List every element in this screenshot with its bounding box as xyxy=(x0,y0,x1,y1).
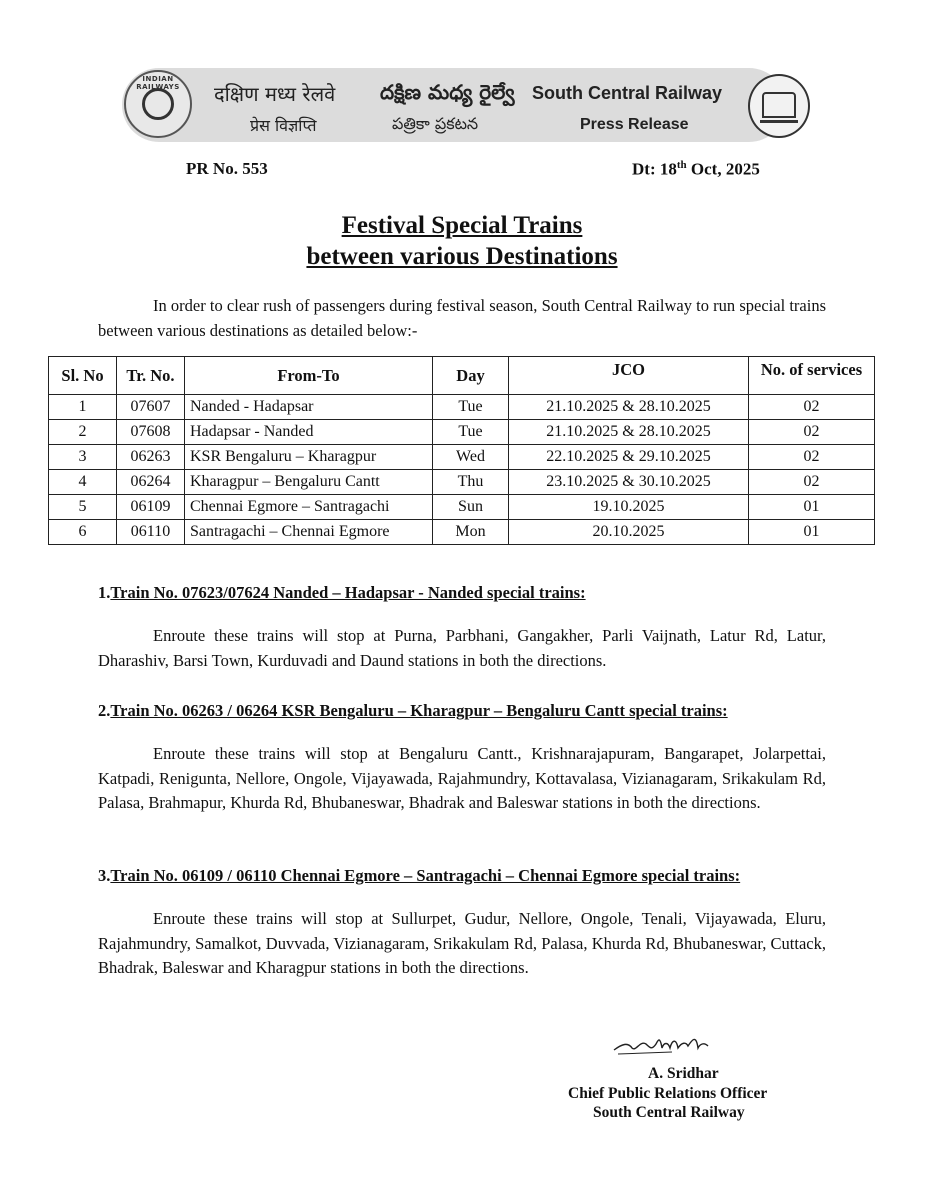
section-1-number: 1. xyxy=(98,583,111,602)
signatory-name: A. Sridhar xyxy=(648,1065,719,1082)
cell-sl-no: 1 xyxy=(49,395,117,420)
handwritten-signature xyxy=(612,1030,712,1056)
cell-train-no: 06109 xyxy=(117,495,185,520)
section-1-text: Enroute these trains will stop at Purna, Parbhani, Gangakher, Parli Vaijnath, Latur Rd, Latur, Dharashiv, Barsi Town, Kurduvadi and Daund stations in both the directions. xyxy=(98,626,826,670)
header-english-name: South Central Railway xyxy=(532,83,723,103)
cell-sl-no: 3 xyxy=(49,445,117,470)
cell-from-to: KSR Bengaluru – Kharagpur xyxy=(185,445,433,470)
cell-day: Thu xyxy=(433,470,509,495)
section-3-title: Train No. 06109 / 06110 Chennai Egmore – Santragachi – Chennai Egmore special trains: xyxy=(110,866,741,885)
press-release-number: PR No. 553 xyxy=(186,159,268,178)
table-row xyxy=(49,470,875,495)
cell-jco: 21.10.2025 & 28.10.2025 xyxy=(509,420,749,445)
cell-services: 02 xyxy=(749,470,875,495)
cell-sl-no: 5 xyxy=(49,495,117,520)
section-2-number: 2. xyxy=(98,701,111,720)
section-3-text: Enroute these trains will stop at Sullurpet, Gudur, Nellore, Ongole, Tenali, Vijayawada, Eluru, Rajahmundry, Samalkot, Duvvada, Vizianagaram, Srikakulam Rd, Palasa, Khurda Rd, Bhubaneswar, Cuttack, Bhadrak, Baleswar and Kharagpur stations in both the directions. xyxy=(98,909,826,977)
col-header-jco: JCO xyxy=(509,357,749,395)
section-2-text: Enroute these trains will stop at Bengaluru Cantt., Krishnarajapuram, Bangarapet, Jolarpettai, Katpadi, Renigunta, Nellore, Ongole, Vijayawada, Rajahmundry, Kottavalasa, Vizianagaram, Srikakulam Rd, Palasa, Brahmapur, Khurda Rd, Bhubaneswar, Bhadrak and Baleswar stations in both the directions. xyxy=(98,744,826,812)
cell-services: 02 xyxy=(749,420,875,445)
cell-sl-no: 2 xyxy=(49,420,117,445)
section-1-title: Train No. 07623/07624 Nanded – Hadapsar - Nanded special trains: xyxy=(110,583,586,602)
section-3-number: 3. xyxy=(98,866,111,885)
date-month-year: Oct, 2025 xyxy=(686,159,760,179)
press-release-date xyxy=(632,159,760,180)
header-telugu-name: దక్షిణ మధ్య రైల్వే xyxy=(380,80,515,104)
table-row xyxy=(49,495,875,520)
cell-train-no: 07608 xyxy=(117,420,185,445)
section-2-title: Train No. 06263 / 06264 KSR Bengaluru – Kharagpur – Bengaluru Cantt special trains: xyxy=(110,701,728,720)
col-header-services: No. of services xyxy=(749,357,875,395)
signatory-designation: Chief Public Relations Officer xyxy=(568,1085,768,1102)
cell-day: Wed xyxy=(433,445,509,470)
cell-day: Mon xyxy=(433,520,509,545)
section-2-heading xyxy=(98,701,728,721)
table-row xyxy=(49,420,875,445)
cell-jco: 19.10.2025 xyxy=(509,495,749,520)
cell-from-to: Kharagpur – Bengaluru Cantt xyxy=(185,470,433,495)
indian-railways-emblem-icon xyxy=(124,70,192,138)
section-2-body xyxy=(98,742,826,816)
cell-train-no: 06110 xyxy=(117,520,185,545)
header-english-subtitle: Press Release xyxy=(580,116,689,133)
intro-text: In order to clear rush of passengers during festival season, South Central Railway to run special trains between various destinations as detailed below:- xyxy=(98,296,826,340)
cell-train-no: 07607 xyxy=(117,395,185,420)
cell-sl-no: 4 xyxy=(49,470,117,495)
col-header-train-no: Tr. No. xyxy=(117,357,185,395)
cell-from-to: Santragachi – Chennai Egmore xyxy=(185,520,433,545)
col-header-day: Day xyxy=(433,357,509,395)
cell-services: 02 xyxy=(749,445,875,470)
cell-jco: 22.10.2025 & 29.10.2025 xyxy=(509,445,749,470)
locomotive-logo-icon xyxy=(748,74,810,138)
section-1-heading xyxy=(98,583,586,603)
header-hindi-name: दक्षिण मध्य रेलवे xyxy=(214,82,336,106)
header-telugu-subtitle: పత్రికా ప్రకటన xyxy=(392,114,479,133)
cell-services: 01 xyxy=(749,520,875,545)
cell-day: Tue xyxy=(433,420,509,445)
schedule-table xyxy=(48,356,875,545)
section-3-heading xyxy=(98,866,740,886)
col-header-sl-no: Sl. No xyxy=(49,357,117,395)
section-1-body xyxy=(98,624,826,673)
cell-from-to: Hadapsar - Nanded xyxy=(185,420,433,445)
cell-sl-no: 6 xyxy=(49,520,117,545)
locomotive-rail xyxy=(760,120,798,123)
section-3-body xyxy=(98,907,826,981)
cell-from-to: Nanded - Hadapsar xyxy=(185,395,433,420)
cell-jco: 21.10.2025 & 28.10.2025 xyxy=(509,395,749,420)
table-row xyxy=(49,520,875,545)
title-line-1: Festival Special Trains xyxy=(341,212,583,239)
cell-jco: 23.10.2025 & 30.10.2025 xyxy=(509,470,749,495)
date-day: Dt: 18 xyxy=(632,159,677,179)
table-header-row xyxy=(49,357,875,395)
col-header-from-to: From-To xyxy=(185,357,433,395)
locomotive-body xyxy=(762,92,796,118)
cell-train-no: 06263 xyxy=(117,445,185,470)
date-ordinal: th xyxy=(676,159,687,171)
emblem-wheel xyxy=(142,88,174,120)
cell-from-to: Chennai Egmore – Santragachi xyxy=(185,495,433,520)
emblem-text: INDIAN RAILWAYS xyxy=(136,75,180,91)
cell-services: 01 xyxy=(749,495,875,520)
cell-jco: 20.10.2025 xyxy=(509,520,749,545)
header-hindi-subtitle: प्रेस विज्ञप्ति xyxy=(250,116,317,135)
signatory-organisation: South Central Railway xyxy=(593,1104,745,1121)
intro-paragraph xyxy=(98,294,826,343)
cell-day: Sun xyxy=(433,495,509,520)
table-row xyxy=(49,445,875,470)
table-row xyxy=(49,395,875,420)
cell-train-no: 06264 xyxy=(117,470,185,495)
title-line-2: between various Destinations xyxy=(306,243,618,270)
cell-day: Tue xyxy=(433,395,509,420)
cell-services: 02 xyxy=(749,395,875,420)
